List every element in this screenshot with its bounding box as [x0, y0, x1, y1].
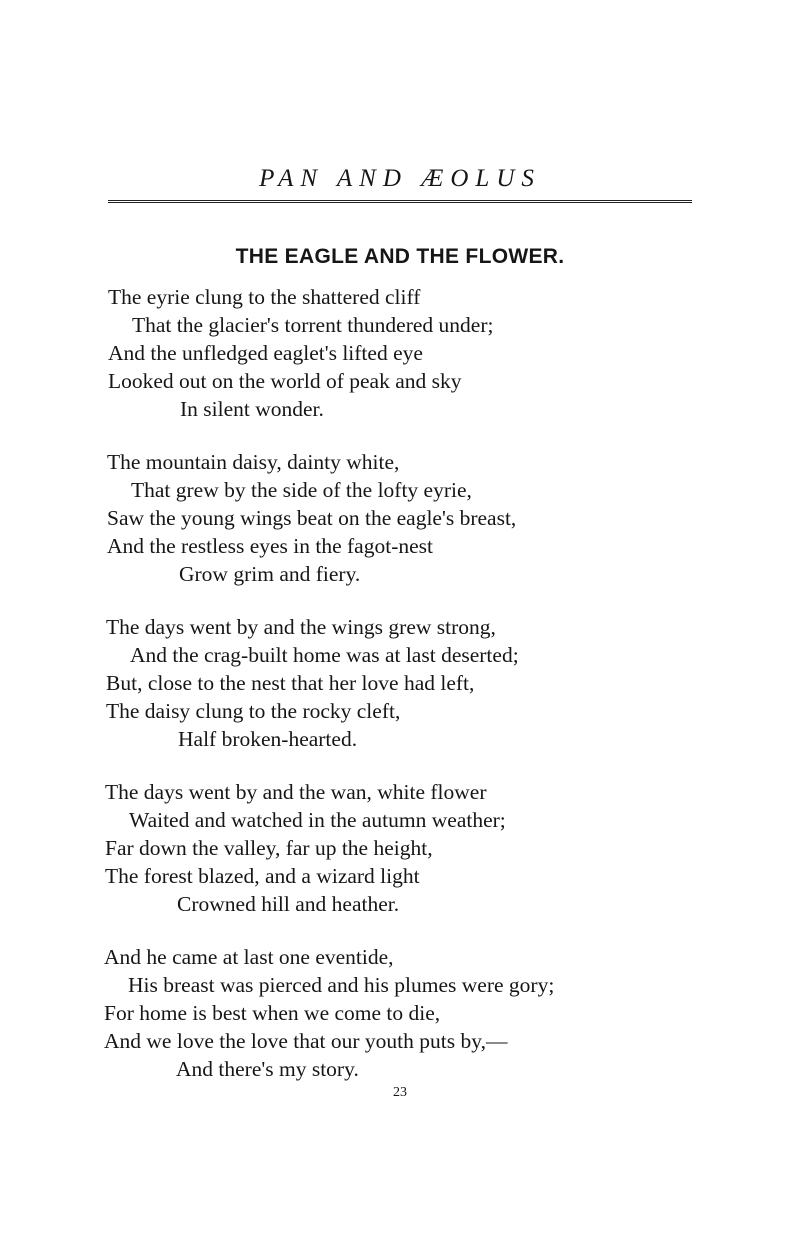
poem-line: And the crag-built home was at last deserted; [130, 643, 519, 667]
poem-line: The days went by and the wings grew strong, [106, 615, 496, 639]
header-rule [108, 200, 692, 203]
running-title: PAN AND ÆOLUS [259, 165, 541, 192]
poem-line: The days went by and the wan, white flower [105, 780, 487, 804]
poem-line: That grew by the side of the lofty eyrie, [131, 478, 472, 502]
poem-line: Saw the young wings beat on the eagle's breast, [107, 506, 517, 530]
poem-line: In silent wonder. [180, 397, 324, 421]
poem-line: For home is best when we come to die, [104, 1001, 441, 1025]
stanza [105, 778, 800, 918]
poem-line: The mountain daisy, dainty white, [107, 450, 400, 474]
poem-line: And the unfledged eaglet's lifted eye [108, 341, 423, 365]
poem-line: The eyrie clung to the shattered cliff [108, 285, 421, 309]
stanza [106, 613, 800, 753]
poem-line: The forest blazed, and a wizard light [105, 864, 420, 888]
poem-line: But, close to the nest that her love had left, [106, 671, 475, 695]
poem-line: Looked out on the world of peak and sky [108, 369, 462, 393]
poem-body [0, 283, 800, 1108]
stanza [107, 448, 800, 588]
poem-line: Far down the valley, far up the height, [105, 836, 433, 860]
poem-line: Waited and watched in the autumn weather; [129, 808, 506, 832]
poem-line: Half broken-hearted. [178, 727, 358, 751]
stanza [108, 283, 800, 423]
poem-line: And there's my story. [176, 1057, 359, 1081]
poem-line: And he came at last one eventide, [104, 945, 394, 969]
poem-title: THE EAGLE AND THE FLOWER. [235, 245, 565, 268]
poem-line: And we love the love that our youth puts by,— [104, 1029, 508, 1053]
stanza [104, 943, 800, 1083]
poem-line: Crowned hill and heather. [177, 892, 400, 916]
page-number: 23 [393, 1085, 407, 1100]
poem-line: Grow grim and fiery. [179, 562, 361, 586]
poem-line: And the restless eyes in the fagot-nest [107, 534, 433, 558]
poem-line: His breast was pierced and his plumes were gory; [128, 973, 555, 997]
poem-line: The daisy clung to the rocky cleft, [106, 699, 401, 723]
poem-line: That the glacier's torrent thundered under; [132, 313, 494, 337]
